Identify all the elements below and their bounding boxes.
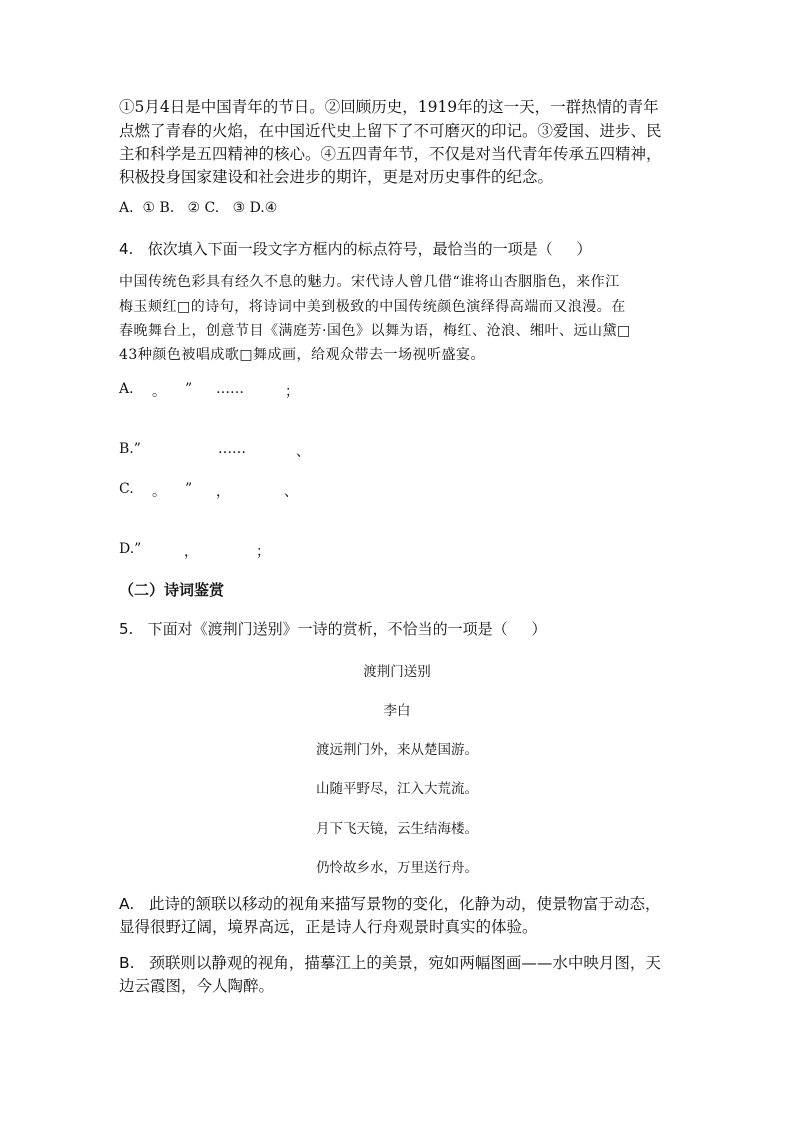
option-c-mark: 、 — [284, 484, 298, 500]
option-b-line: B. 颈联则以静观的视角，描摹江上的美景，宛如两幅图画——水中映月图，天 — [119, 954, 661, 972]
option-c-mark: ， — [216, 484, 230, 500]
option-a-line: 显得很野辽阔，境界高远，正是诗人行舟观景时真实的体验。 — [119, 918, 538, 936]
option-d-mark: ， — [184, 544, 198, 560]
poem-line: 渡远荆门外，来从楚国游。 — [316, 742, 478, 758]
poem-title: 渡荆门送别 — [363, 664, 431, 680]
poem-author: 李白 — [383, 703, 411, 719]
poem-line: 仍怜故乡水，万里送行舟。 — [316, 860, 478, 876]
option-c-label: C. — [119, 481, 134, 497]
option-a-mark: ； — [285, 384, 299, 400]
option-c-mark: 。 — [152, 484, 166, 500]
option-b-mark: …… — [218, 441, 246, 457]
question-4-passage-line: 梅玉颊红□的诗句，将诗词中美到极致的中国传统颜色演绎得高端而又浪漫。在 — [119, 299, 626, 315]
question-3-options: A. ① B. ② C. ③ D.④ — [119, 200, 278, 216]
passage-3-line: 点燃了青春的火焰，在中国近代史上留下了不可磨灭的印记。③爱国、进步、民 — [119, 122, 662, 140]
section-heading: （二）诗词鉴赏 — [119, 581, 225, 599]
question-4-passage-line: 春晚舞台上，创意节目《满庭芳·国色》以舞为语，梅红、沧浪、缃叶、远山黛□ — [119, 323, 631, 339]
passage-3-line: 主和科学是五四精神的核心。④五四青年节，不仅是对当代青年传承五四精神， — [119, 145, 662, 163]
option-a-mark: ” — [185, 381, 193, 397]
option-a-line: A. 此诗的颔联以移动的视角来描写景物的变化，化静为动，使景物富于动态， — [119, 895, 661, 913]
poem-line: 月下飞天镜，云生结海楼。 — [316, 821, 478, 837]
passage-3-line: 积极投身国家建设和社会进步的期许，更是对历史事件的纪念。 — [119, 168, 554, 186]
question-4-passage-line: 中国传统色彩具有经久不息的魅力。宋代诗人曾几借“谁将山杏胭脂色，来作江 — [119, 274, 620, 290]
option-b-label: B.” — [119, 441, 141, 457]
option-a-mark: 。 — [152, 384, 166, 400]
option-a-label: A. — [119, 381, 134, 397]
option-d-label: D.” — [119, 541, 142, 557]
option-c-mark: ” — [185, 481, 193, 497]
option-b-line: 边云霞图，今人陶醉。 — [119, 977, 275, 995]
option-d-mark: ； — [256, 544, 270, 560]
question-4-stem: 4. 依次填入下面一段文字方框内的标点符号，最恰当的一项是（ ） — [119, 240, 592, 258]
question-4-passage-line: 43种颜色被唱成歌□舞成画，给观众带去一场视听盛宴。 — [119, 347, 486, 363]
option-a-mark: …… — [216, 381, 244, 397]
poem-line: 山随平野尽，江入大荒流。 — [316, 781, 478, 797]
question-5-stem: 5. 下面对《渡荆门送别》一诗的赏析，不恰当的一项是（ ） — [119, 620, 547, 638]
option-b-mark: 、 — [296, 444, 310, 460]
passage-3-line: ①5月4日是中国青年的节日。②回顾历史，1919年的这一天，一群热情的青年 — [119, 98, 659, 116]
